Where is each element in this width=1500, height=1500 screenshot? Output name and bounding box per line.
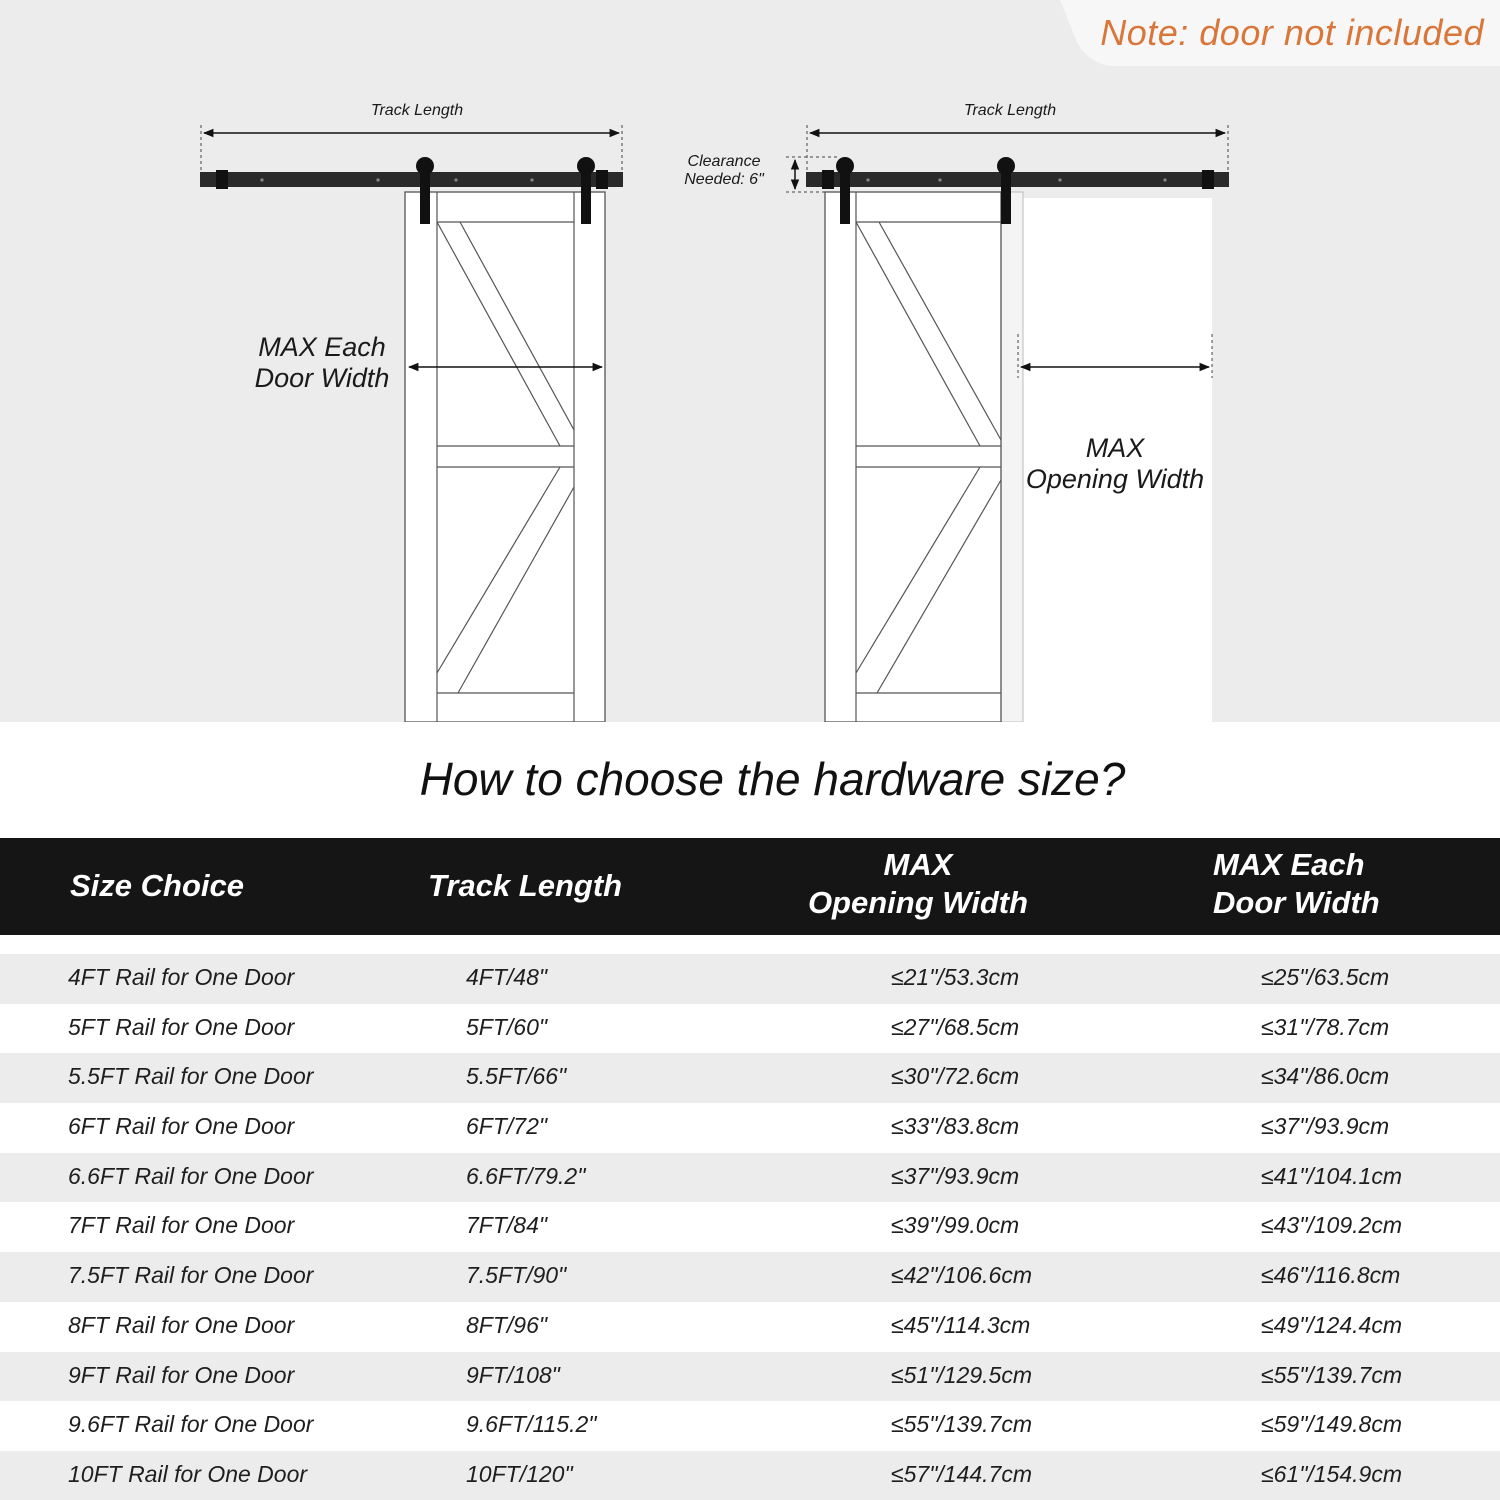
track-length-cell: 8FT/96": [466, 1311, 548, 1338]
label-line: Door Width: [254, 363, 390, 394]
table-row: [0, 1004, 1500, 1054]
size-choice-cell: 9.6FT Rail for One Door: [68, 1411, 314, 1438]
table-row: [0, 1153, 1500, 1203]
size-choice-cell: 8FT Rail for One Door: [68, 1311, 295, 1338]
diagram-area: [0, 0, 1500, 722]
note-text: Note: door not included: [1100, 12, 1484, 53]
max-door-width-cell: ≤61"/154.9cm: [1261, 1460, 1402, 1487]
max-door-width-cell: ≤59"/149.8cm: [1261, 1411, 1402, 1438]
size-choice-cell: 6.6FT Rail for One Door: [68, 1162, 314, 1189]
left-diagram: [200, 125, 623, 722]
max-opening-width-cell: ≤55"/139.7cm: [891, 1411, 1032, 1438]
max-door-width-cell: ≤49"/124.4cm: [1261, 1311, 1402, 1338]
size-choice-cell: 5FT Rail for One Door: [68, 1013, 295, 1040]
max-door-width-cell: ≤25"/63.5cm: [1261, 964, 1390, 990]
left-track-dimension: [201, 125, 622, 172]
barn-door-diagram: [0, 0, 1500, 722]
label-line: Needed: 6": [684, 171, 764, 189]
table-row: [0, 1451, 1500, 1500]
size-table-body: [0, 954, 1500, 1500]
right-diagram: [786, 125, 1229, 722]
max-opening-width-cell: ≤42"/106.6cm: [891, 1262, 1032, 1289]
size-choice-cell: 6FT Rail for One Door: [68, 1113, 295, 1140]
table-row: [0, 1401, 1500, 1451]
max-door-width-cell: ≤55"/139.7cm: [1261, 1361, 1402, 1388]
header-line: Opening Width: [807, 885, 1029, 920]
max-opening-width-cell: ≤37"/93.9cm: [891, 1162, 1020, 1189]
header-line: Door Width: [1213, 885, 1380, 920]
right-door: [825, 192, 1023, 722]
size-choice-cell: 4FT Rail for One Door: [68, 964, 295, 990]
size-choice-cell: 9FT Rail for One Door: [68, 1361, 295, 1388]
table-row: [0, 1202, 1500, 1252]
max-opening-width-cell: ≤57"/144.7cm: [891, 1460, 1032, 1487]
header-track-length: Track Length: [428, 868, 623, 903]
table-row: [0, 1352, 1500, 1402]
size-choice-cell: 5.5FT Rail for One Door: [68, 1063, 314, 1090]
track-length-cell: 6FT/72": [466, 1113, 548, 1140]
section-heading: How to choose the hardware size?: [419, 753, 1126, 805]
size-choice-cell: 7FT Rail for One Door: [68, 1212, 295, 1239]
label-line: MAX: [1085, 433, 1145, 463]
max-door-width-cell: ≤41"/104.1cm: [1261, 1162, 1402, 1189]
label-line: Opening Width: [1025, 464, 1205, 495]
track-length-cell: 7FT/84": [466, 1212, 548, 1239]
max-opening-width-cell: ≤45"/114.3cm: [891, 1311, 1031, 1338]
max-door-width-cell: ≤34"/86.0cm: [1261, 1063, 1390, 1090]
max-opening-width-cell: ≤27"/68.5cm: [891, 1013, 1020, 1040]
max-door-width-cell: ≤43"/109.2cm: [1261, 1212, 1402, 1239]
track-length-cell: 9.6FT/115.2": [466, 1411, 597, 1438]
label-line: MAX Each: [258, 332, 386, 362]
max-opening-width-cell: ≤30"/72.6cm: [891, 1063, 1020, 1090]
table-row: [0, 1053, 1500, 1103]
max-opening-width-cell: ≤33"/83.8cm: [891, 1113, 1020, 1140]
max-door-width-cell: ≤46"/116.8cm: [1261, 1262, 1401, 1289]
table-header: [0, 838, 1500, 935]
max-opening-width-cell: ≤51"/129.5cm: [891, 1361, 1032, 1388]
track-length-cell: 6.6FT/79.2": [466, 1162, 586, 1189]
table-row: [0, 1252, 1500, 1302]
track-length-cell: 10FT/120": [466, 1460, 573, 1487]
max-door-width-cell: ≤31"/78.7cm: [1261, 1013, 1390, 1040]
track-length-cell: 9FT/108": [466, 1361, 560, 1388]
left-rail: [200, 170, 623, 189]
track-length-cell: 4FT/48": [466, 964, 548, 990]
track-length-cell: 5FT/60": [466, 1013, 548, 1040]
table-row: [0, 1302, 1500, 1352]
right-rail: [806, 170, 1229, 189]
max-opening-width-cell: ≤21"/53.3cm: [891, 964, 1020, 990]
track-length-cell: 5.5FT/66": [466, 1063, 567, 1090]
clearance-label: [670, 153, 778, 190]
size-choice-cell: 10FT Rail for One Door: [68, 1460, 308, 1487]
track-length-cell: 7.5FT/90": [466, 1262, 567, 1289]
label-line: Clearance: [687, 153, 761, 170]
left-door: [405, 192, 605, 722]
right-track-dimension: [807, 125, 1228, 172]
header-max-opening-width: [780, 846, 1056, 922]
table-row: [0, 1103, 1500, 1153]
left-track-length-label: Track Length: [370, 102, 464, 119]
table-row: [0, 954, 1500, 1004]
header-size-choice: Size Choice: [70, 868, 244, 903]
header-line: MAX: [883, 847, 953, 882]
right-track-length-label: Track Length: [963, 102, 1057, 119]
max-opening-width-cell: ≤39"/99.0cm: [891, 1212, 1020, 1239]
left-door-width-label: [240, 332, 404, 394]
size-choice-cell: 7.5FT Rail for One Door: [68, 1262, 314, 1289]
opening-width-label: [1018, 433, 1212, 495]
header-max-door-width: [1213, 846, 1380, 922]
max-door-width-cell: ≤37"/93.9cm: [1261, 1113, 1390, 1140]
header-line: MAX Each: [1213, 847, 1365, 882]
